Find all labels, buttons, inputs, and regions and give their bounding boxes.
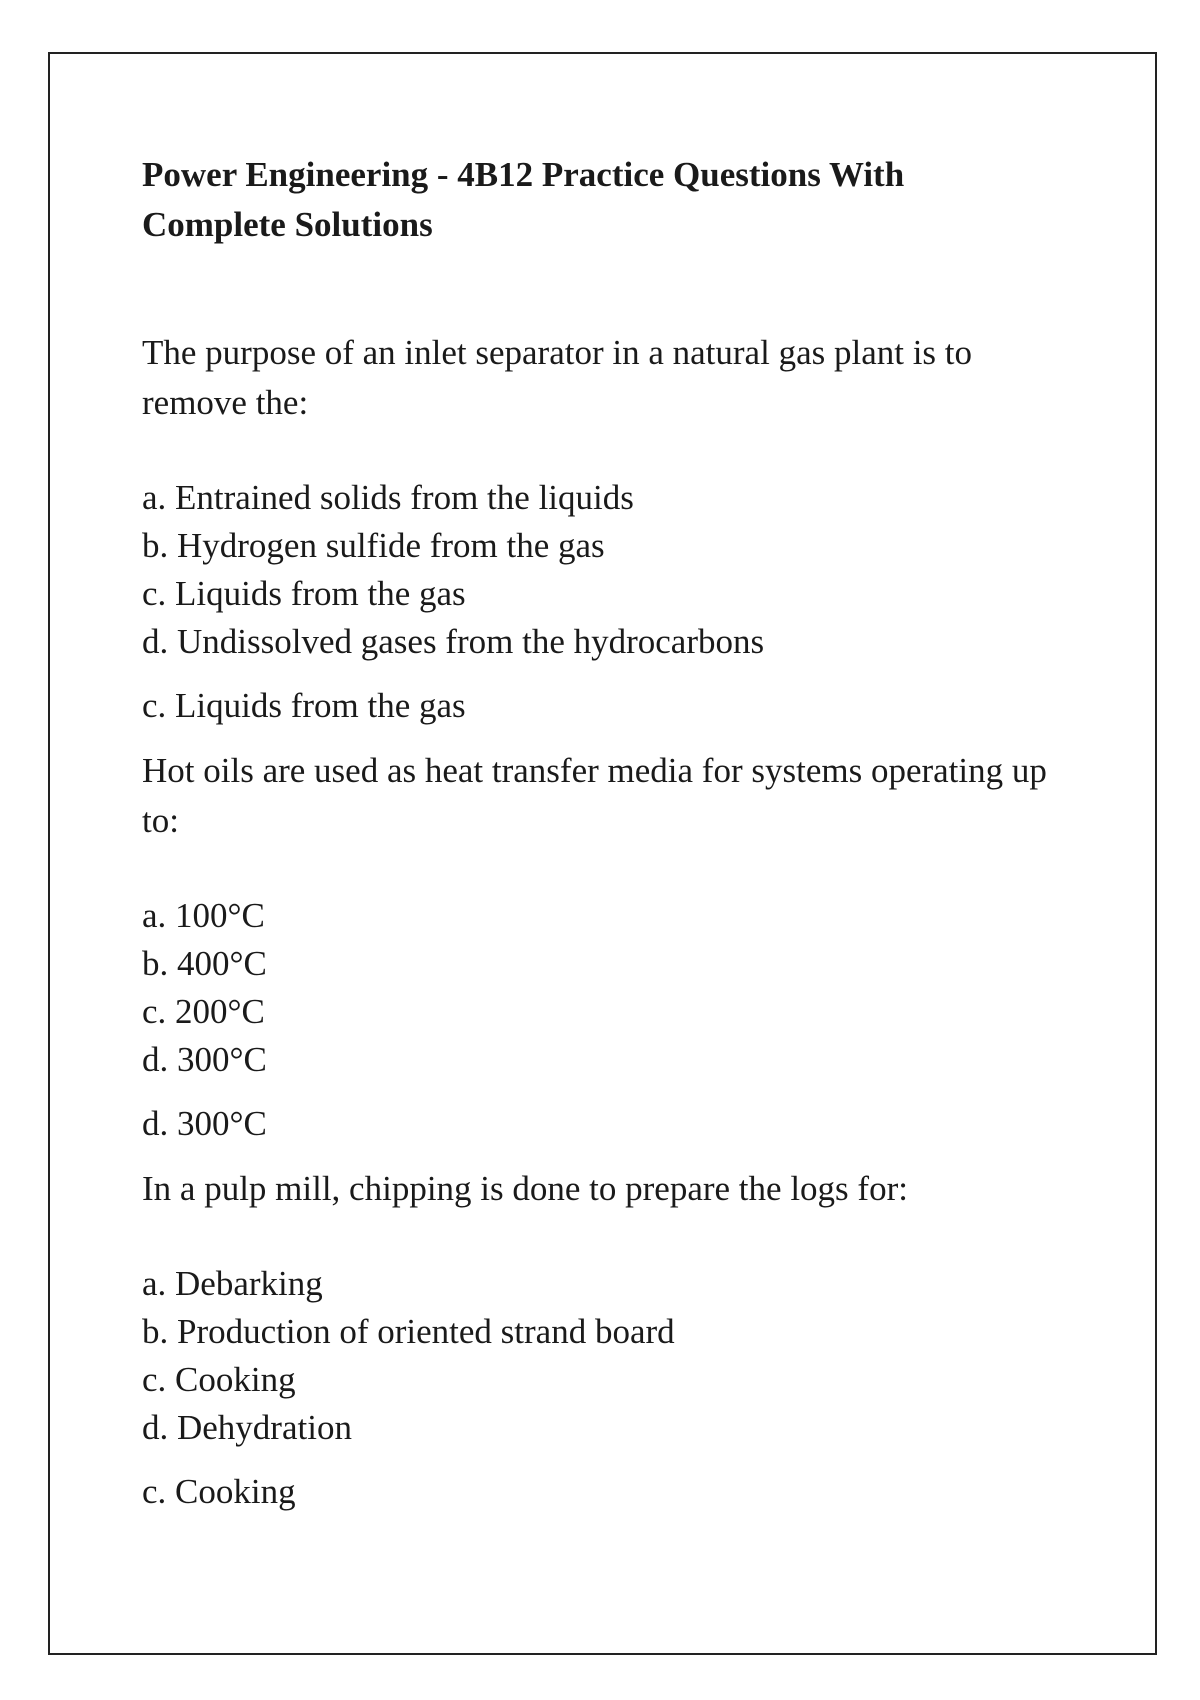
option-c: c. 200°C [142, 992, 265, 1031]
option-d: d. Dehydration [142, 1408, 352, 1447]
document-content [142, 150, 1082, 1517]
answer-text: c. Liquids from the gas [142, 686, 466, 725]
option-a: a. Entrained solids from the liquids [142, 478, 634, 517]
question-text: In a pulp mill, chipping is done to prepare the logs for: [142, 1169, 908, 1208]
question-text: The purpose of an inlet separator in a natural gas plant is to remove the: [142, 333, 973, 422]
question-block-1 [142, 328, 1082, 731]
option-b: b. 400°C [142, 944, 267, 983]
options-list [142, 474, 1082, 666]
option-c: c. Liquids from the gas [142, 574, 466, 613]
option-b: b. Hydrogen sulfide from the gas [142, 526, 605, 565]
document-title: Power Engineering - 4B12 Practice Questions With Complete Solutions [142, 155, 905, 244]
options-list [142, 892, 1082, 1084]
option-b: b. Production of oriented strand board [142, 1312, 675, 1351]
option-d: d. 300°C [142, 1040, 267, 1079]
question-block-2 [142, 746, 1082, 1149]
option-a: a. Debarking [142, 1264, 323, 1303]
option-d: d. Undissolved gases from the hydrocarbons [142, 622, 765, 661]
question-text: Hot oils are used as heat transfer media for systems operating up to: [142, 751, 1047, 840]
answer-text: c. Cooking [142, 1472, 296, 1511]
options-list [142, 1260, 1082, 1452]
option-a: a. 100°C [142, 896, 265, 935]
option-c: c. Cooking [142, 1360, 296, 1399]
answer-text: d. 300°C [142, 1104, 267, 1143]
question-block-3 [142, 1164, 1082, 1517]
